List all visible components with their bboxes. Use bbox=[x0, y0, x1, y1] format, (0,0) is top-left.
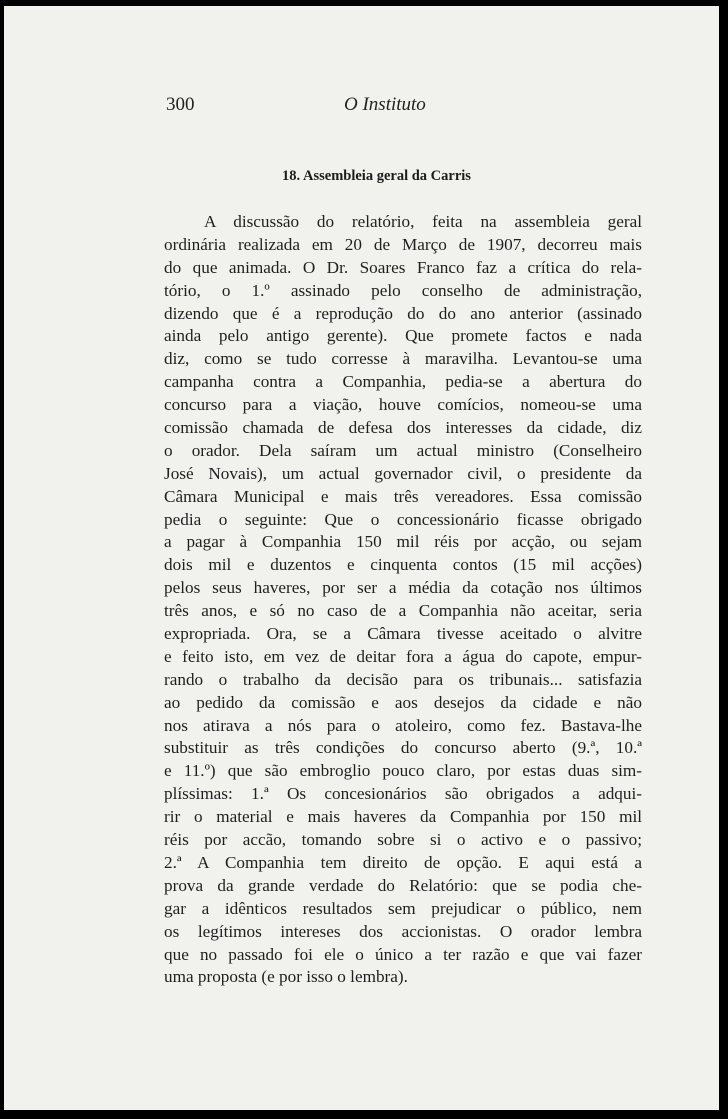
running-title: O Instituto bbox=[344, 94, 426, 115]
text-line: réis por accão, tomando sobre si o activo e o passivo; bbox=[164, 830, 642, 850]
text-line: uma proposta (e por isso o lembra). bbox=[164, 967, 408, 987]
text-line: gar a idênticos resultados sem prejudicar o público, nem bbox=[164, 898, 642, 918]
text-line: comissão chamada de defesa dos interesses da cidade, diz bbox=[164, 418, 642, 438]
text-line: e feito isto, em vez de deitar fora a água do capote, empur- bbox=[164, 646, 642, 666]
text-line: a pagar à Companhia 150 mil réis por acção, ou sejam bbox=[164, 532, 642, 552]
text-line: nos atirava a nós para o atoleiro, como fez. Bastava-lhe bbox=[164, 715, 642, 735]
text-line: A discussão do relatório, feita na assembleia geral bbox=[204, 212, 642, 231]
text-line: pelos seus haveres, por ser a média da cotação nos últimos bbox=[164, 578, 642, 598]
text-line: três anos, e só no caso de a Companhia não aceitar, seria bbox=[164, 601, 642, 621]
text-line: tório, o 1.º assinado pelo conselho de administração, bbox=[164, 280, 642, 300]
text-line: os legítimos intereses dos accionistas. O orador lembra bbox=[164, 921, 642, 941]
text-line: diz, como se tudo corresse à maravilha. Levantou-se uma bbox=[164, 349, 642, 369]
text-line: do que animada. O Dr. Soares Franco faz a crítica do rela- bbox=[164, 257, 642, 277]
text-line: dizendo que é a reprodução do do ano anterior (assinado bbox=[164, 303, 642, 323]
body-paragraph bbox=[164, 211, 642, 989]
text-line: ainda pelo antigo gerente). Que promete factos e nada bbox=[164, 326, 642, 346]
text-line: ordinária realizada em 20 de Março de 1907, decorreu mais bbox=[164, 234, 642, 254]
text-line: expropriada. Ora, se a Câmara tivesse aceitado o alvitre bbox=[164, 624, 642, 644]
text-line: que no passado foi ele o único a ter razão e que vai fazer bbox=[164, 944, 642, 964]
section-heading: 18. Assembleia geral da Carris bbox=[282, 168, 471, 184]
text-line: José Novais), um actual governador civil, o presidente da bbox=[164, 463, 642, 483]
running-head bbox=[166, 94, 606, 124]
text-line: concurso para a viação, houve comícios, nomeou-se uma bbox=[164, 395, 642, 415]
text-line: substituir as três condições do concurso aberto (9.ª, 10.ª bbox=[164, 738, 642, 758]
text-line: campanha contra a Companhia, pedia-se a abertura do bbox=[164, 372, 642, 392]
text-line: Câmara Municipal e mais três vereadores. Essa comissão bbox=[164, 486, 642, 506]
text-line: prova da grande verdade do Relatório: que se podia che- bbox=[164, 875, 642, 895]
text-line: rando o trabalho da decisão para os tribunais... satisfazia bbox=[164, 669, 642, 689]
text-line: 2.ª A Companhia tem direito de opção. E aqui está a bbox=[164, 852, 642, 872]
book-page bbox=[4, 6, 719, 1110]
text-line: rir o material e mais haveres da Companhia por 150 mil bbox=[164, 807, 642, 827]
text-line: ao pedido da comissão e aos desejos da cidade e não bbox=[164, 692, 642, 712]
page-number: 300 bbox=[166, 94, 195, 115]
text-line: e 11.º) que são embroglio pouco claro, por estas duas sim- bbox=[164, 761, 642, 781]
text-line: pedia o seguinte: Que o concessionário ficasse obrigado bbox=[164, 509, 642, 529]
text-line: o orador. Dela saíram um actual ministro (Conselheiro bbox=[164, 440, 642, 460]
text-line: plíssimas: 1.ª Os concesionários são obrigados a adqui- bbox=[164, 784, 642, 804]
text-line: dois mil e duzentos e cinquenta contos (15 mil acções) bbox=[164, 555, 642, 575]
